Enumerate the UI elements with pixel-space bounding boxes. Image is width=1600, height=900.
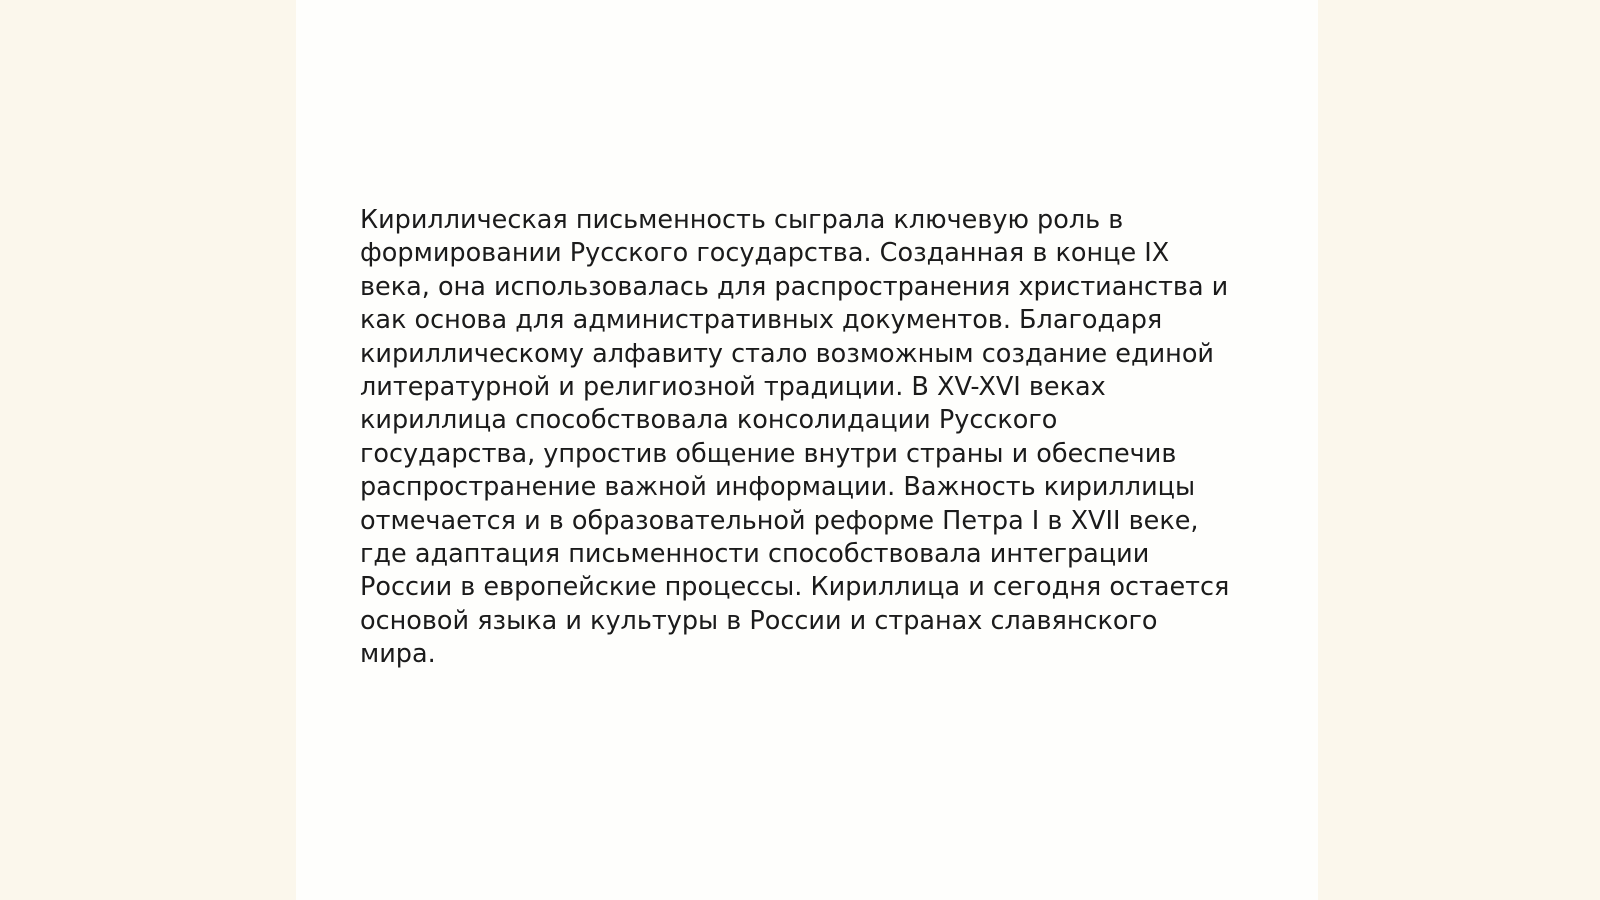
paragraph-line: государства, упростив общение внутри страны и обеспечив <box>360 438 1177 469</box>
paragraph-line: литературной и религиозной традиции. В XV-XVI веках <box>360 372 1106 403</box>
paragraph-line: где адаптация письменности способствовала интеграции <box>360 539 1150 570</box>
paragraph-line: России в европейские процессы. Кириллица и сегодня остается <box>360 572 1230 603</box>
paragraph-line: мира. <box>360 639 436 670</box>
body-paragraph <box>360 204 1260 672</box>
paragraph-line: кириллица способствовала консолидации Русского <box>360 405 1058 436</box>
slide <box>296 0 1318 900</box>
paragraph-line: формировании Русского государства. Созданная в конце IX <box>360 238 1170 269</box>
paragraph-line: кириллическому алфавиту стало возможным создание единой <box>360 338 1214 369</box>
paragraph-line: отмечается и в образовательной реформе Петра I в XVII веке, <box>360 505 1199 536</box>
paragraph-line: века, она использовалась для распространения христианства и <box>360 271 1229 302</box>
paragraph-line: основой языка и культуры в России и странах славянского <box>360 605 1158 636</box>
paragraph-line: Кириллическая письменность сыграла ключевую роль в <box>360 205 1124 235</box>
paragraph-line: как основа для административных документов. Благодаря <box>360 305 1163 336</box>
paragraph-line: распространение важной информации. Важность кириллицы <box>360 472 1196 503</box>
